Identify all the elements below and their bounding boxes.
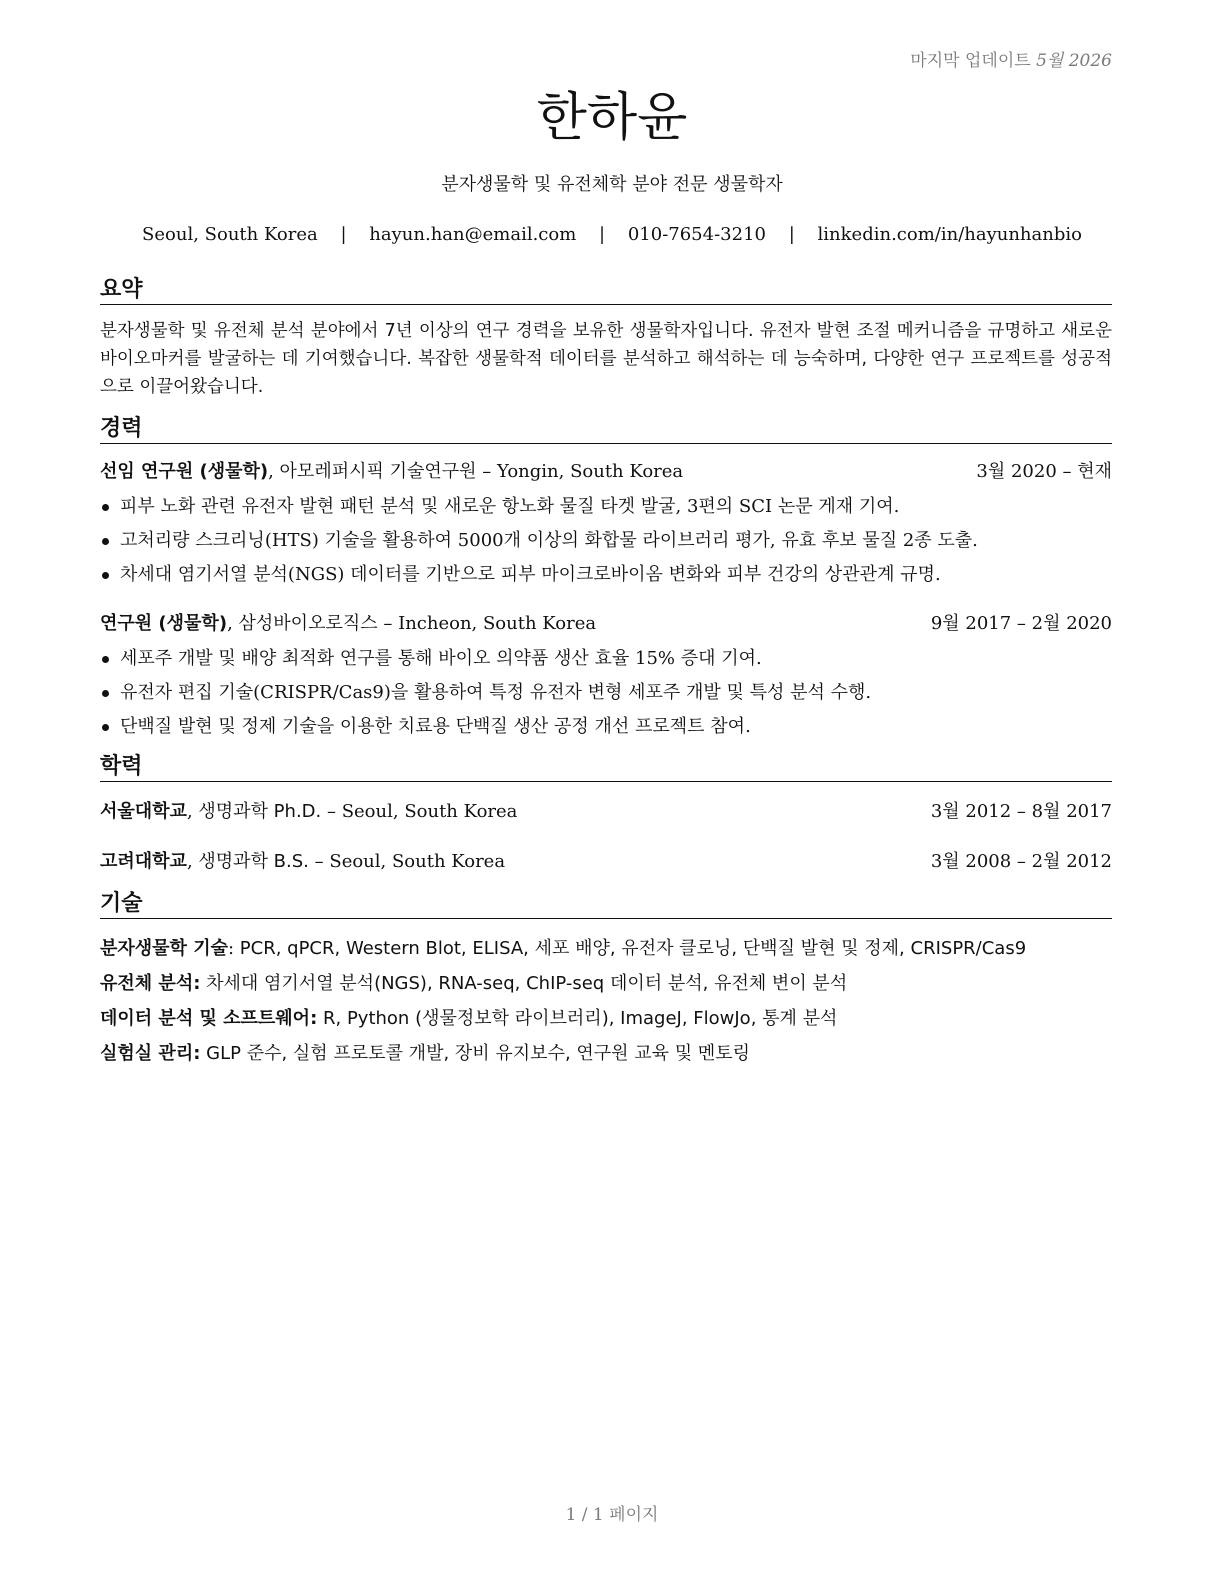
contact-location: Seoul, South Korea bbox=[142, 224, 318, 245]
contact-separator: | bbox=[599, 224, 606, 245]
skill-value: PCR, qPCR, Western Blot, ELISA, 세포 배양, 유전자 클로닝, 단백질 발현 및 정제, CRISPR/Cas9 bbox=[239, 938, 1027, 959]
skill-row: 분자생물학 기술: PCR, qPCR, Western Blot, ELISA, 세포 배양, 유전자 클로닝, 단백질 발현 및 정제, CRISPR/Cas9 bbox=[100, 938, 1027, 959]
job-location: Yongin, South Korea bbox=[497, 461, 684, 482]
section-title-education: 학력 bbox=[100, 753, 1112, 782]
education-section bbox=[100, 753, 1112, 876]
school-name: 서울대학교 bbox=[100, 801, 187, 822]
skill-label: 실험실 관리: bbox=[100, 1043, 201, 1064]
experience-entry: 선임 연구원 (생물학), 아모레퍼시픽 기술연구원 – Yongin, South Korea 3월 2020 – 현재 피부 노화 관련 유전자 발현 패턴 분석 및 새로운 항노화 물질 타겟 발굴, 3편의 SCI 논문 게재 기여. 고처리량 스크리닝(HTS) 기술을 활용하여 5000개 이상의 화합물 라이브러리 평가, 유효 후보 물질 2종 도출. 차세대 염기서열 분석(NGS) 데이터를 기반으로 피부 마이크로바이옴 변화와 피부 건강의 상관관계 규명. bbox=[100, 458, 1112, 592]
list-item: 피부 노화 관련 유전자 발현 패턴 분석 및 새로운 항노화 물질 타겟 발굴, 3편의 SCI 논문 게재 기여. bbox=[100, 490, 1112, 524]
school-name: 고려대학교 bbox=[100, 851, 187, 872]
contact-linkedin[interactable]: linkedin.com/in/hayunhanbio bbox=[817, 224, 1082, 245]
contact-line bbox=[0, 224, 1224, 245]
education-entry: 고려대학교, 생명과학 B.S. – Seoul, South Korea 3월 2008 – 2월 2012 bbox=[100, 848, 1112, 876]
list-item: 차세대 염기서열 분석(NGS) 데이터를 기반으로 피부 마이크로바이옴 변화와 피부 건강의 상관관계 규명. bbox=[100, 558, 1112, 592]
last-updated bbox=[910, 46, 1112, 71]
school-location: Seoul, South Korea bbox=[341, 801, 518, 822]
degree: 생명과학 Ph.D. bbox=[198, 801, 322, 822]
job-dates: 9월 2017 – 2월 2020 bbox=[930, 613, 1112, 634]
job-location: Incheon, South Korea bbox=[398, 613, 597, 634]
list-item: 고처리량 스크리닝(HTS) 기술을 활용하여 5000개 이상의 화합물 라이브러리 평가, 유효 후보 물질 2종 도출. bbox=[100, 524, 1112, 558]
job-bullets bbox=[100, 642, 1112, 744]
education-entry: 서울대학교, 생명과학 Ph.D. – Seoul, South Korea 3월 2012 – 8월 2017 bbox=[100, 798, 1112, 826]
experience-section bbox=[100, 415, 1112, 744]
candidate-headline: 분자생물학 및 유전체학 분야 전문 생물학자 bbox=[441, 174, 783, 195]
experience-entry: 연구원 (생물학), 삼성바이오로직스 – Incheon, South Korea 9월 2017 – 2월 2020 세포주 개발 및 배양 최적화 연구를 통해 바이오 의약품 생산 효율 15% 증대 기여. 유전자 편집 기술(CRISPR/Cas9)을 활용하여 특정 유전자 변형 세포주 개발 및 특성 분석 수행. 단백질 발현 및 정제 기술을 이용한 치료용 단백질 생산 공정 개선 프로젝트 참여. bbox=[100, 610, 1112, 744]
skill-row bbox=[100, 1036, 1112, 1071]
job-role: 연구원 (생물학) bbox=[100, 613, 228, 634]
contact-phone: 010-7654-3210 bbox=[627, 224, 766, 245]
section-title-skills: 기술 bbox=[100, 890, 1112, 919]
summary-section bbox=[100, 276, 1112, 401]
section-title-summary: 요약 bbox=[100, 276, 1112, 305]
skill-label: 분자생물학 기술 bbox=[100, 938, 228, 959]
education-dates: 3월 2008 – 2월 2012 bbox=[930, 851, 1112, 872]
skill-label: 유전체 분석: bbox=[100, 973, 201, 994]
school-location: Seoul, South Korea bbox=[329, 851, 506, 872]
contact-separator: | bbox=[788, 224, 795, 245]
page-number: 1 / 1 페이지 bbox=[565, 1505, 659, 1525]
summary-text: 분자생물학 및 유전체 분석 분야에서 7년 이상의 연구 경력을 보유한 생물학자입니다. 유전자 발현 조절 메커니즘을 규명하고 새로운 바이오마커를 발굴하는 데 기여했습니다. 복잡한 생물학적 데이터를 분석하고 해석하는 데 능숙하며, 다양한 연구 프로젝트를 성공적으로 이끌어왔습니다. bbox=[100, 321, 1112, 397]
job-bullets bbox=[100, 490, 1112, 592]
section-title-experience: 경력 bbox=[100, 415, 1112, 444]
skill-label: 데이터 분석 및 소프트웨어: bbox=[100, 1008, 318, 1029]
job-org: 삼성바이오로직스 bbox=[238, 613, 378, 634]
list-item: 단백질 발현 및 정제 기술을 이용한 치료용 단백질 생산 공정 개선 프로젝트 참여. bbox=[100, 710, 1112, 744]
last-updated-date: 5월 2026 bbox=[1036, 51, 1112, 71]
job-dates: 3월 2020 – 현재 bbox=[976, 461, 1112, 482]
job-role: 선임 연구원 (생물학) bbox=[100, 461, 269, 482]
skills-section bbox=[100, 890, 1112, 1071]
list-item: 세포주 개발 및 배양 최적화 연구를 통해 바이오 의약품 생산 효율 15% 증대 기여. bbox=[100, 642, 1112, 676]
list-item: 유전자 편집 기술(CRISPR/Cas9)을 활용하여 특정 유전자 변형 세포주 개발 및 특성 분석 수행. bbox=[100, 676, 1112, 710]
skill-row bbox=[100, 966, 1112, 1001]
skill-row bbox=[100, 1001, 1112, 1036]
job-org: 아모레퍼시픽 기술연구원 bbox=[279, 461, 477, 482]
education-dates: 3월 2012 – 8월 2017 bbox=[930, 801, 1112, 822]
last-updated-label: 마지막 업데이트 bbox=[910, 51, 1031, 71]
degree: 생명과학 B.S. bbox=[198, 851, 309, 872]
candidate-name: 한하윤 bbox=[536, 88, 688, 148]
contact-email[interactable]: hayun.han@email.com bbox=[369, 224, 577, 245]
skill-value: 차세대 염기서열 분석(NGS), RNA-seq, ChIP-seq 데이터 분석, 유전체 변이 분석 bbox=[206, 973, 848, 994]
contact-separator: | bbox=[340, 224, 347, 245]
skill-value: GLP 준수, 실험 프로토콜 개발, 장비 유지보수, 연구원 교육 및 멘토링 bbox=[206, 1043, 751, 1064]
skill-value: R, Python (생물정보학 라이브러리), ImageJ, FlowJo, 통계 분석 bbox=[323, 1008, 838, 1029]
